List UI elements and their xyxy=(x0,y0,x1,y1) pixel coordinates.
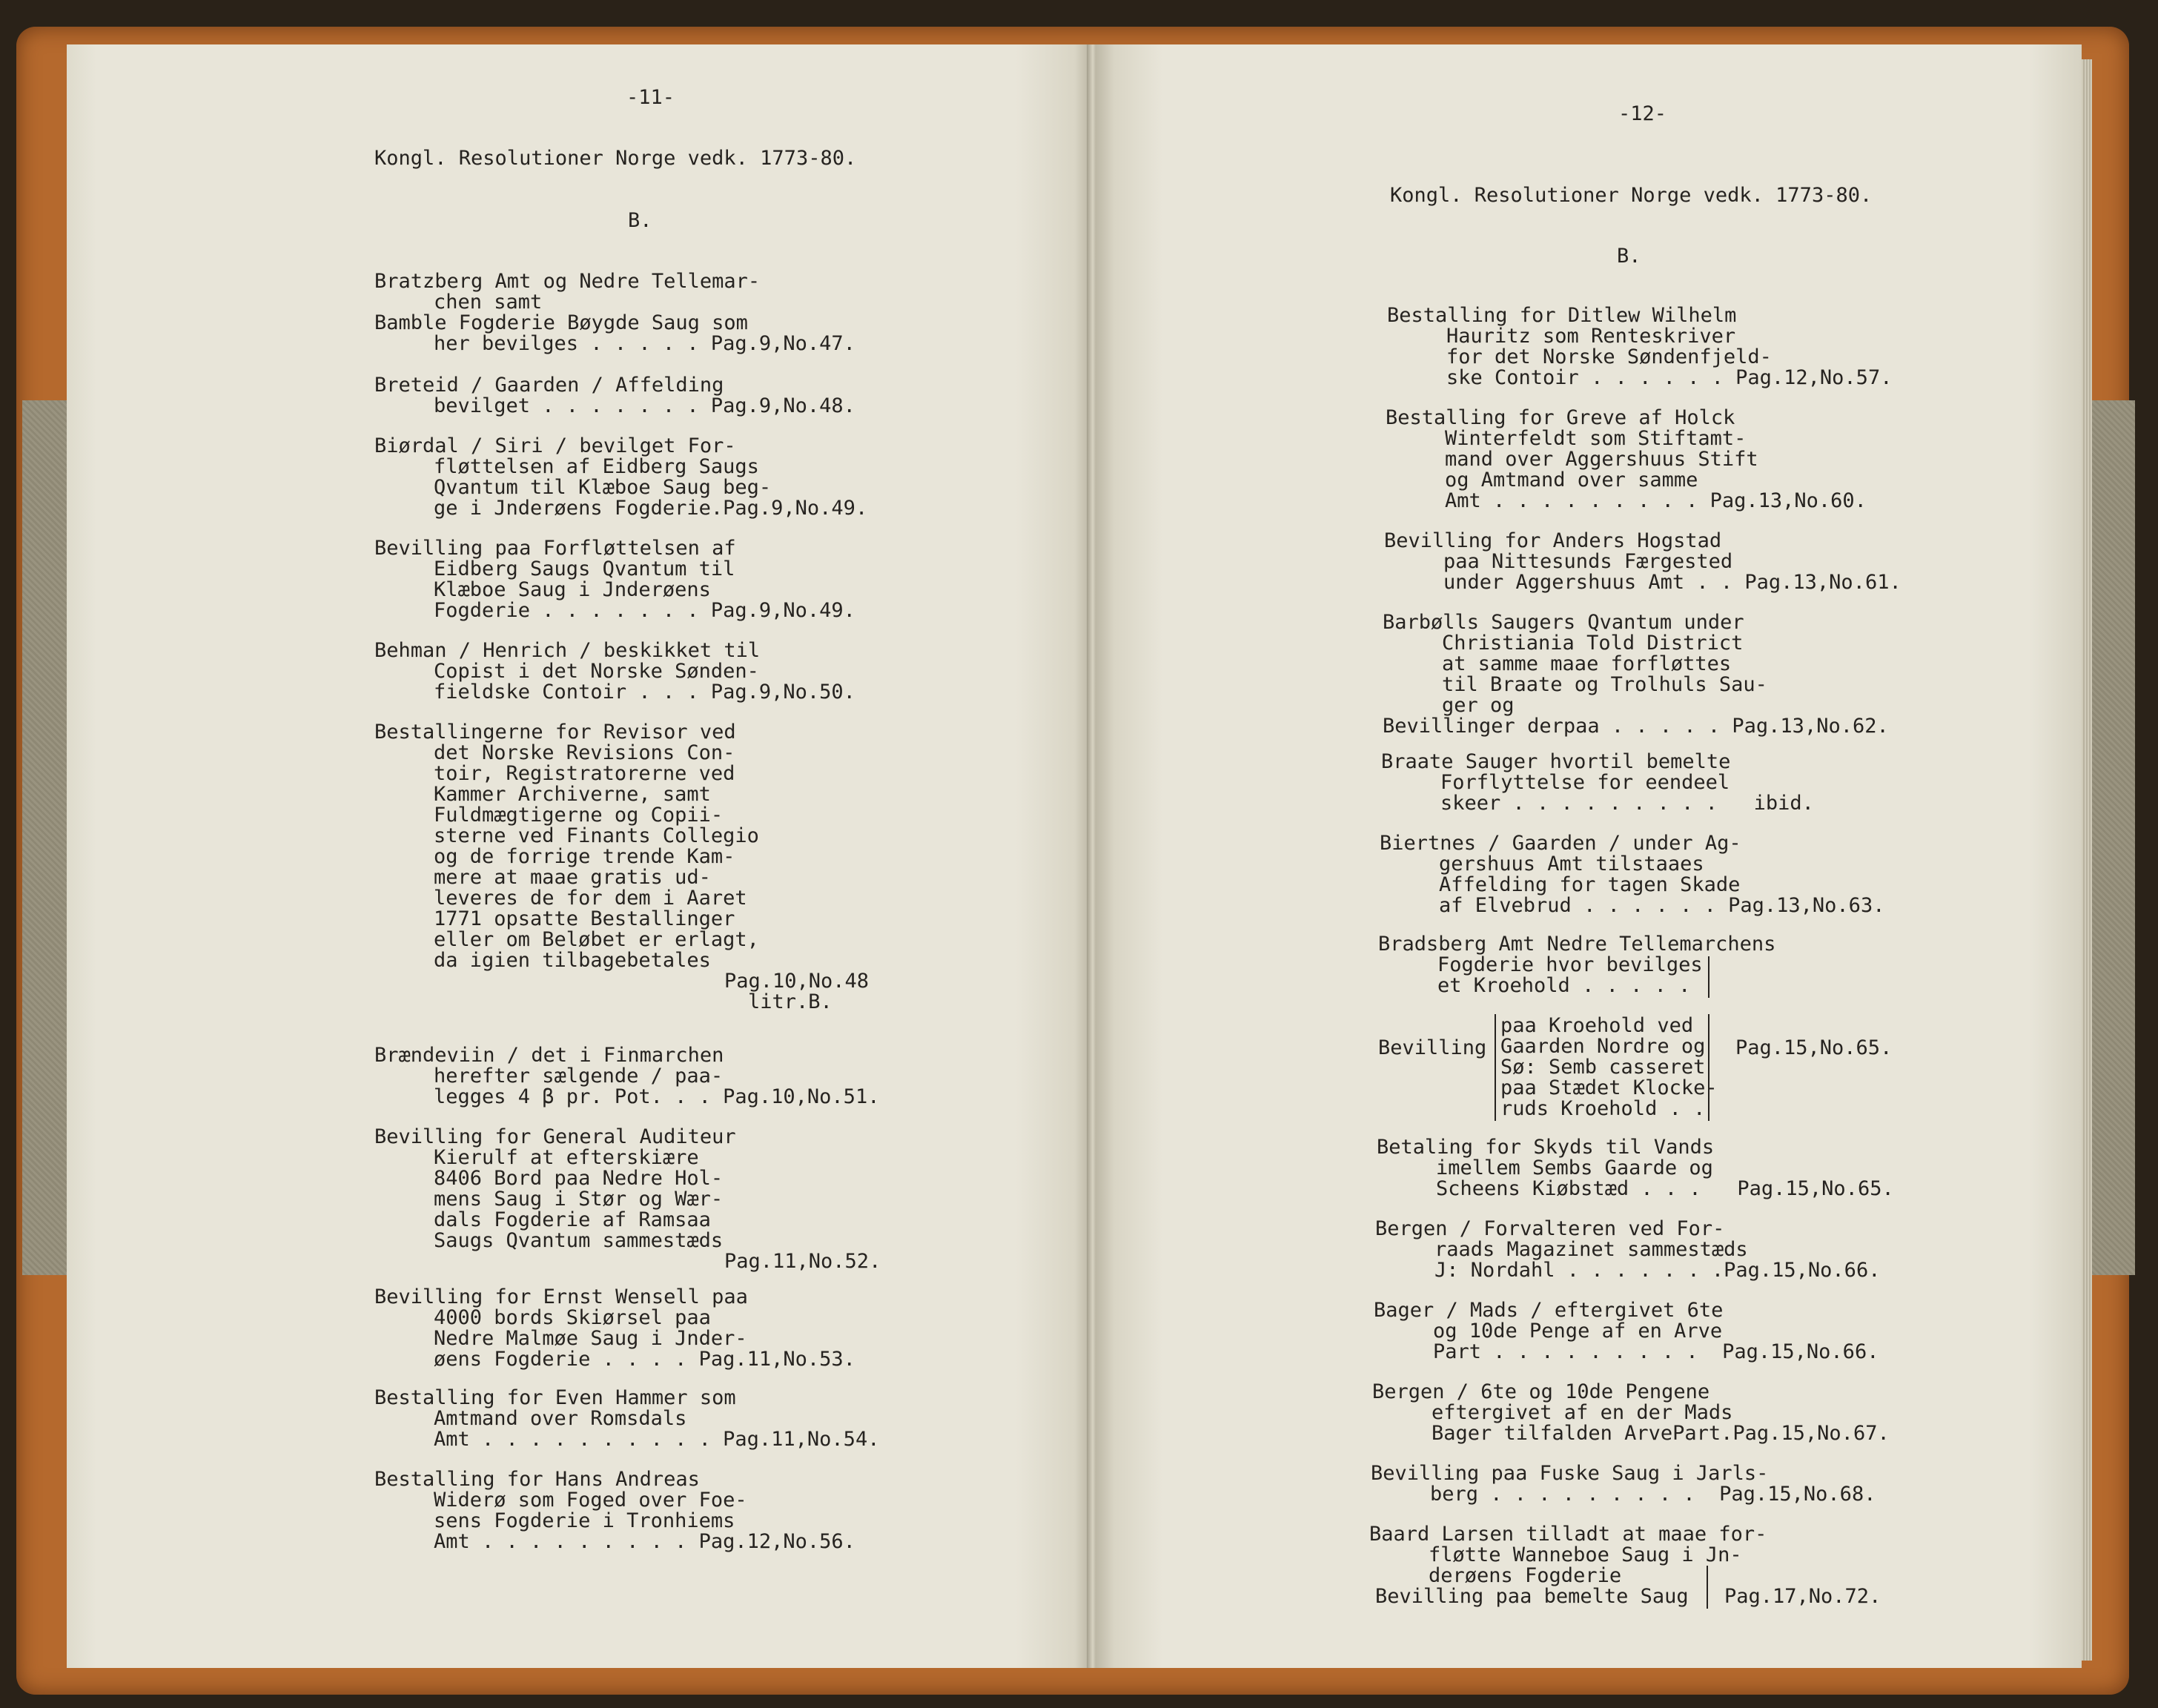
entry-line: Klæboe Saug i Jnderøens xyxy=(434,578,711,601)
index-entry xyxy=(1375,1219,2158,1281)
entry-line: Amt . . . . . . . . . Pag.12,No.56. xyxy=(434,1530,855,1553)
entry-line: Bamble Fogderie Bøygde Saug som xyxy=(374,311,748,334)
entry-line: Biertnes / Gaarden / under Ag- xyxy=(1380,832,1741,855)
entry-line: Braate Sauger hvortil bemelte xyxy=(1381,750,1731,773)
entry-line: Sø: Semb casseret xyxy=(1500,1056,1706,1079)
entry-line: Winterfeldt som Stiftamt- xyxy=(1445,427,1747,450)
entry-line: dals Fogderie af Ramsaa xyxy=(434,1208,711,1231)
entry-line: derøens Fogderie xyxy=(1429,1564,1622,1587)
entry-line: ruds Kroehold . . xyxy=(1500,1097,1706,1120)
entry-line: for det Norske Søndenfjeld- xyxy=(1446,345,1772,368)
entry-line: 1771 opsatte Bestallinger xyxy=(434,907,735,930)
entry-line: Brændeviin / det i Finmarchen xyxy=(374,1044,724,1067)
entry-line: fløtte Wanneboe Saug i Jn- xyxy=(1429,1543,1742,1566)
bracket-left xyxy=(1495,1014,1500,1121)
entry-line: eftergivet af en der Mads xyxy=(1432,1401,1733,1424)
entry-line: Bevilling for Ernst Wensell paa xyxy=(374,1285,748,1308)
entry-line: Qvantum til Klæboe Saug beg- xyxy=(434,476,772,499)
page-number: -12- xyxy=(1618,102,1667,125)
entry-line: Fuldmægtigerne og Copii- xyxy=(434,804,724,827)
entry-line: herefter sælgende / paa- xyxy=(434,1065,724,1088)
entry-line: Affelding for tagen Skade xyxy=(1439,873,1741,896)
entry-line: Fogderie hvor bevilges xyxy=(1437,953,1703,976)
index-entry xyxy=(1371,1463,2158,1505)
entry-line: af Elvebrud . . . . . . Pag.13,No.63. xyxy=(1439,894,1885,917)
entry-line: Amtmand over Romsdals xyxy=(434,1407,687,1430)
entry-line: fieldske Contoir . . . Pag.9,No.50. xyxy=(434,681,855,704)
entry-line: Hauritz som Renteskriver xyxy=(1446,325,1736,348)
entry-line: Pag.11,No.52. xyxy=(724,1250,881,1273)
entry-line: Forflyttelse for eendeel xyxy=(1440,771,1730,794)
entry-line: Christiania Told District xyxy=(1442,632,1744,655)
entry-line: da igien tilbagebetales xyxy=(434,949,711,972)
index-entry xyxy=(1387,305,2158,388)
entry-line: 4000 bords Skiørsel paa xyxy=(434,1306,711,1329)
entry-line: legges 4 β pr. Pot. . . Pag.10,No.51. xyxy=(434,1085,880,1108)
entry-line: Breteid / Gaarden / Affelding xyxy=(374,374,724,397)
entry-line: paa Nittesunds Færgested xyxy=(1443,550,1733,573)
entry-line: og Amtmand over samme xyxy=(1445,469,1698,491)
index-entry xyxy=(1377,1137,2158,1199)
index-entry xyxy=(1384,531,2158,593)
entry-reference: Pag.17,No.72. xyxy=(1724,1585,1881,1608)
entry-line: Bergen / Forvalteren ved For- xyxy=(1375,1217,1725,1240)
entry-line: paa Stædet Klocke- xyxy=(1500,1076,1718,1099)
entry-line: mere at maae gratis ud- xyxy=(434,866,711,889)
entry-line: her bevilges . . . . . Pag.9,No.47. xyxy=(434,332,855,355)
bracket-right xyxy=(1704,956,1709,998)
entry-line: Bestallingerne for Revisor ved xyxy=(374,721,736,744)
entry-line: 8406 Bord paa Nedre Hol- xyxy=(434,1167,724,1190)
entry-line: Amt . . . . . . . . . Pag.13,No.60. xyxy=(1445,489,1867,512)
entry-line: Betaling for Skyds til Vands xyxy=(1377,1136,1715,1159)
entry-line: Amt . . . . . . . . . . Pag.11,No.54. xyxy=(434,1428,880,1451)
entry-line: chen samt xyxy=(434,291,543,314)
index-entry xyxy=(1380,833,2158,916)
entry-line: Bevillinger derpaa . . . . . Pag.13,No.62. xyxy=(1383,715,1889,738)
entry-line: Bestalling for Ditlew Wilhelm xyxy=(1387,304,1737,327)
entry-line: Biørdal / Siri / bevilget For- xyxy=(374,434,736,457)
entry-line: Kammer Archiverne, samt xyxy=(434,783,711,806)
entry-line: bevilget . . . . . . . Pag.9,No.48. xyxy=(434,394,855,417)
entry-line: ske Contoir . . . . . . Pag.12,No.57. xyxy=(1446,366,1893,389)
entry-line: Bratzberg Amt og Nedre Tellemar- xyxy=(374,270,761,293)
section-letter: B. xyxy=(628,209,652,232)
entry-line: Bevilling paa bemelte Saug xyxy=(1375,1585,1689,1608)
page-edges-right xyxy=(2082,59,2092,1661)
entry-line: et Kroehold . . . . . xyxy=(1437,974,1691,997)
entry-line: Kierulf at efterskiære xyxy=(434,1146,699,1169)
running-head: Kongl. Resolutioner Norge vedk. 1773-80. xyxy=(1390,184,1873,207)
entry-line: Gaarden Nordre og xyxy=(1500,1035,1706,1058)
entry-line: Bevilling paa Forfløttelsen af xyxy=(374,537,736,560)
entry-line: litr.B. xyxy=(748,990,833,1013)
entry-line: Bevilling for General Auditeur xyxy=(374,1125,736,1148)
entry-line: Baard Larsen tilladt at maae for- xyxy=(1369,1523,1767,1546)
entry-line: Bestalling for Greve af Holck xyxy=(1386,406,1735,429)
entry-line: raads Magazinet sammestæds xyxy=(1434,1238,1748,1261)
entry-line: Part . . . . . . . . . Pag.15,No.66. xyxy=(1433,1340,1879,1363)
entry-line: Nedre Malmøe Saug i Jnder- xyxy=(434,1327,747,1350)
entry-line: eller om Beløbet er erlagt, xyxy=(434,928,759,951)
entry-line: Pag.10,No.48 xyxy=(724,970,870,993)
entry-line: Bergen / 6te og 10de Pengene xyxy=(1372,1380,1710,1403)
index-entry xyxy=(1386,408,2158,512)
entry-line: Bradsberg Amt Nedre Tellemarchens xyxy=(1378,933,1776,956)
entry-line: Bestalling for Even Hammer som xyxy=(374,1386,736,1409)
section-letter: B. xyxy=(1617,245,1641,268)
entry-line: Saugs Qvantum sammestæds xyxy=(434,1229,724,1252)
entry-line: J: Nordahl . . . . . . .Pag.15,No.66. xyxy=(1434,1259,1881,1282)
entry-line: paa Kroehold ved xyxy=(1500,1014,1694,1037)
page-number: -11- xyxy=(626,86,675,109)
entry-line: ge i Jnderøens Fogderie.Pag.9,No.49. xyxy=(434,497,868,520)
entry-line: under Aggershuus Amt . . Pag.13,No.61. xyxy=(1443,571,1902,594)
entry-line: Bager tilfalden ArvePart.Pag.15,No.67. xyxy=(1432,1422,1890,1445)
entry-line: toir, Registratorerne ved xyxy=(434,762,735,785)
entry-line: Bevilling paa Fuske Saug i Jarls- xyxy=(1371,1462,1769,1485)
entry-line: Fogderie . . . . . . . Pag.9,No.49. xyxy=(434,599,855,622)
entry-bevilling-label: Bevilling xyxy=(1378,1036,1487,1059)
entry-reference: Pag.15,No.65. xyxy=(1735,1036,1893,1059)
entry-line: det Norske Revisions Con- xyxy=(434,741,735,764)
entry-line: at samme maae forfløttes xyxy=(1442,652,1732,675)
entry-line: sens Fogderie i Tronhiems xyxy=(434,1509,735,1532)
index-entry xyxy=(1381,752,2158,814)
entry-line: Scheens Kiøbstæd . . . Pag.15,No.65. xyxy=(1436,1177,1894,1200)
entry-line: Bestalling for Hans Andreas xyxy=(374,1468,700,1491)
entry-line: Widerø som Foged over Foe- xyxy=(434,1489,747,1512)
entry-line: Bager / Mads / eftergivet 6te xyxy=(1374,1299,1724,1322)
index-entry xyxy=(1369,1524,1784,1607)
right-page xyxy=(1096,44,2082,1668)
entry-line: mand over Aggershuus Stift xyxy=(1445,448,1758,471)
bracket-group xyxy=(1500,1016,1718,1119)
entry-line: mens Saug i Stør og Wær- xyxy=(434,1188,724,1211)
entry-line: og de forrige trende Kam- xyxy=(434,845,735,868)
entry-line: ger og xyxy=(1442,694,1515,717)
entry-line: berg . . . . . . . . . Pag.15,No.68. xyxy=(1430,1483,1876,1506)
entry-line: leveres de for dem i Aaret xyxy=(434,887,747,910)
bracket-right xyxy=(1702,1566,1708,1609)
bracket-right xyxy=(1704,1014,1709,1121)
left-page xyxy=(67,44,1090,1668)
entry-line: Barbølls Saugers Qvantum under xyxy=(1383,611,1744,634)
entry-line: gershuus Amt tilstaaes xyxy=(1439,853,1704,875)
running-head: Kongl. Resolutioner Norge vedk. 1773-80. xyxy=(374,147,857,170)
entry-line: øens Fogderie . . . . Pag.11,No.53. xyxy=(434,1348,855,1371)
entry-line: skeer . . . . . . . . . ibid. xyxy=(1440,792,1814,815)
index-entry-bracketed xyxy=(1378,934,2060,996)
entry-line: imellem Sembs Gaarde og xyxy=(1436,1156,1713,1179)
entry-line: sterne ved Finants Collegio xyxy=(434,824,759,847)
entry-line: Behman / Henrich / beskikket til xyxy=(374,639,761,662)
entry-line: Eidberg Saugs Qvantum til xyxy=(434,557,735,580)
entry-line: Bevilling for Anders Hogstad xyxy=(1384,529,1722,552)
entry-line: Copist i det Norske Sønden- xyxy=(434,660,759,683)
entry-line: og 10de Penge af en Arve xyxy=(1433,1320,1723,1343)
index-entry xyxy=(1374,1300,2158,1363)
entry-line: fløttelsen af Eidberg Saugs xyxy=(434,455,759,478)
index-entry xyxy=(1383,612,2158,737)
entry-line: til Braate og Trolhuls Sau- xyxy=(1442,673,1767,696)
index-entry xyxy=(1372,1382,2158,1444)
